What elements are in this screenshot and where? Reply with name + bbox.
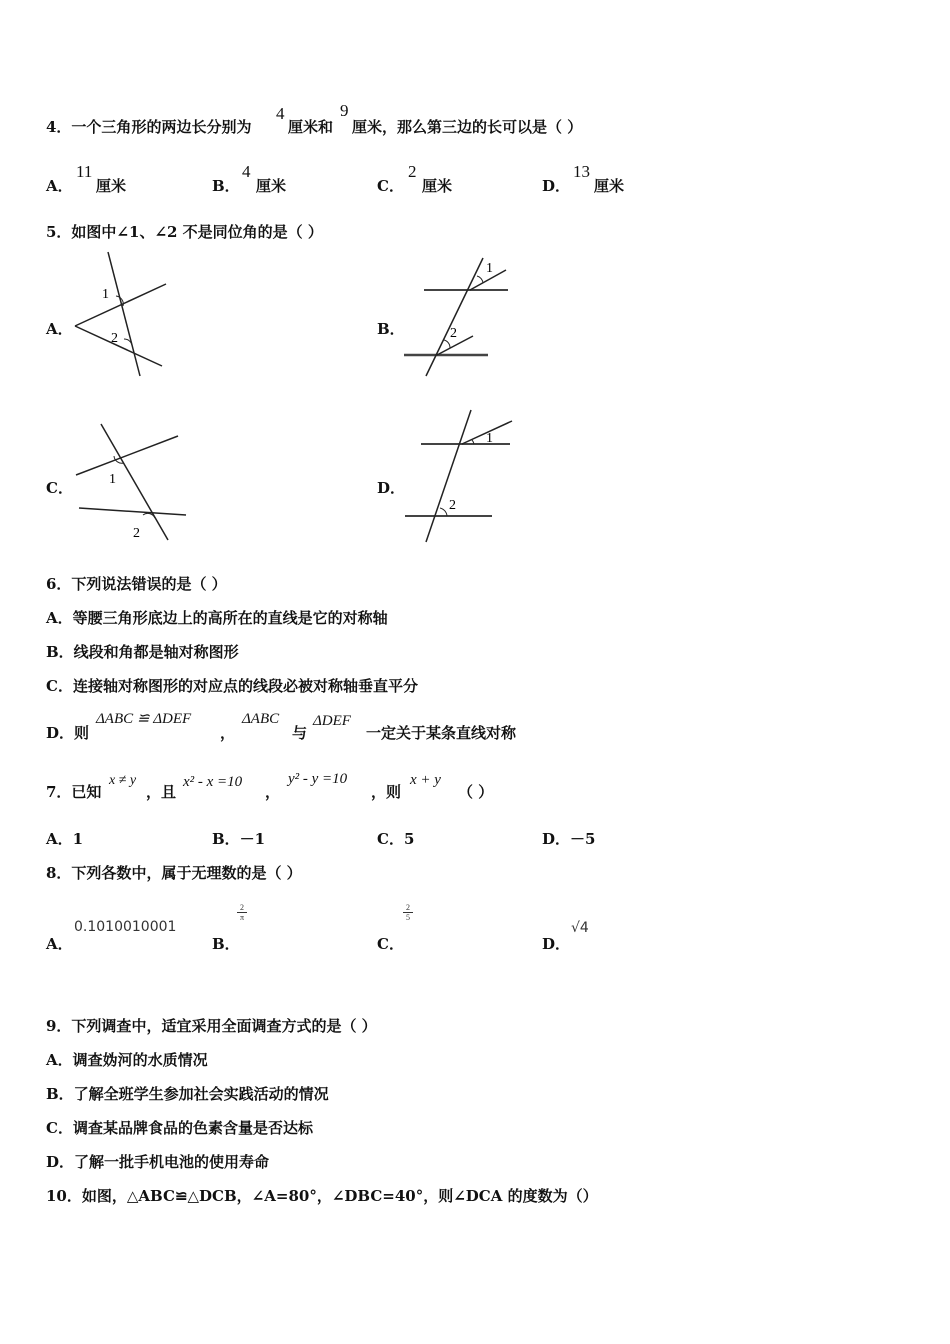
- q7-condition: x ≠ y: [109, 773, 137, 788]
- q8-option-d-letter: D．: [542, 935, 571, 953]
- q6-option-d-math-3: ΔDEF: [313, 713, 351, 729]
- figure-c-label-1: 1: [109, 472, 116, 487]
- q5-option-b-letter: B．: [377, 320, 405, 338]
- q4-option-d-unit: 厘米: [594, 177, 625, 195]
- q9-option-c: C．调查某品牌食品的色素含量是否达标: [46, 1119, 313, 1137]
- figure-a-label-1: 1: [102, 287, 109, 302]
- q8-stem: 8．下列各数中，属于无理数的是（ ）: [46, 864, 302, 882]
- q6-option-d-prefix: D．则: [46, 724, 90, 742]
- figure-b-label-1: 1: [486, 261, 493, 276]
- q8-option-b-letter: B．: [212, 935, 240, 953]
- figure-d-arc-2: [440, 508, 447, 516]
- q4-option-c-value: 2: [408, 162, 417, 181]
- q4-option-d-value: 13: [573, 162, 590, 181]
- q9-option-b: B．了解全班学生参加社会实践活动的情况: [46, 1085, 329, 1103]
- q7-stem-pre: 7．已知: [46, 783, 102, 801]
- q7-paren: （ ）: [458, 783, 494, 801]
- q5-option-c-letter: C．: [46, 479, 73, 497]
- q8-option-c-letter: C．: [377, 935, 404, 953]
- q4-option-b-value: 4: [242, 162, 251, 181]
- q6-option-b: B．线段和角都是轴对称图形: [46, 643, 239, 661]
- q4-option-c-letter: C．: [377, 177, 404, 195]
- q4-option-d-letter: D．: [542, 177, 571, 195]
- figure-b-label-2: 2: [450, 326, 457, 341]
- q8-option-a-letter: A．: [46, 935, 73, 953]
- q4-value-2: 9: [340, 101, 349, 120]
- q8-option-d-value: √4: [571, 920, 589, 936]
- q4-option-c-unit: 厘米: [422, 177, 453, 195]
- q6-option-d-math-2: ΔABC: [242, 711, 280, 727]
- q7-then: ，则: [371, 783, 402, 801]
- q7-expression: x + y: [410, 772, 441, 788]
- q7-comma: ，: [265, 783, 281, 801]
- q6-option-d-suffix: 一定关于某条直线对称: [366, 724, 517, 742]
- q8-option-c-fraction: [403, 903, 413, 922]
- q4-stem-pre: 4．一个三角形的两边长分别为: [46, 118, 252, 136]
- q4-stem-mid: 厘米和: [288, 118, 334, 136]
- q6-option-d-math-1: ΔABC ≌ ΔDEF: [96, 711, 192, 727]
- q6-option-c: C．连接轴对称图形的对应点的线段必被对称轴垂直平分: [46, 677, 418, 695]
- q6-stem: 6．下列说法错误的是（ ）: [46, 575, 227, 593]
- q9-option-a: A．调查妫河的水质情况: [46, 1051, 208, 1069]
- q4-option-a-unit: 厘米: [96, 177, 127, 195]
- q8-option-c-numerator: 2: [406, 903, 410, 912]
- q4-stem-post: 厘米，那么第三边的长可以是（ ）: [352, 118, 583, 136]
- q7-and: ，且: [146, 783, 177, 801]
- figure-c-label-2: 2: [133, 526, 140, 541]
- q4-option-b-letter: B．: [212, 177, 240, 195]
- q5-figure-d: [0, 0, 950, 600]
- figure-a-label-2: 2: [111, 331, 118, 346]
- q7-option-b: B．－1: [212, 830, 266, 848]
- q8-option-c-denominator: 5: [403, 912, 413, 922]
- q5-stem: 5．如图中∠1、∠2 不是同位角的是（ ）: [46, 223, 323, 241]
- q8-option-b-fraction: [237, 903, 247, 922]
- q10-stem: 10．如图，△ABC≌△DCB，∠A=80°，∠DBC=40°，则∠DCA 的度数为（）: [46, 1187, 598, 1205]
- q4-value-1: 4: [276, 104, 285, 123]
- q4-option-b-unit: 厘米: [256, 177, 287, 195]
- q7-equation-2: y² - y =10: [288, 771, 348, 787]
- q9-stem: 9．下列调查中，适宜采用全面调查方式的是（ ）: [46, 1017, 377, 1035]
- q8-option-b-numerator: 2: [240, 903, 244, 912]
- q7-equation-1: x² - x =10: [183, 774, 243, 790]
- q5-option-a-letter: A．: [46, 320, 73, 338]
- q7-option-a: A．1: [46, 830, 84, 848]
- q5-option-d-letter: D．: [377, 479, 406, 497]
- q9-option-d: D．了解一批手机电池的使用寿命: [46, 1153, 270, 1171]
- q6-option-a: A．等腰三角形底边上的高所在的直线是它的对称轴: [46, 609, 388, 627]
- q4-option-a-letter: A．: [46, 177, 73, 195]
- figure-d-label-2: 2: [449, 498, 456, 513]
- q6-option-d-comma: ，: [220, 724, 236, 742]
- q8-option-b-denominator: π: [237, 912, 247, 922]
- q6-option-d-and: 与: [292, 724, 308, 742]
- q4-option-a-value: 11: [76, 162, 93, 181]
- figure-d-label-1: 1: [486, 431, 493, 446]
- q7-option-d: D．－5: [542, 830, 596, 848]
- q7-option-c: C．5: [377, 830, 415, 848]
- figure-d-transversal: [426, 410, 471, 542]
- q8-option-a-value: 0.1010010001: [74, 919, 177, 935]
